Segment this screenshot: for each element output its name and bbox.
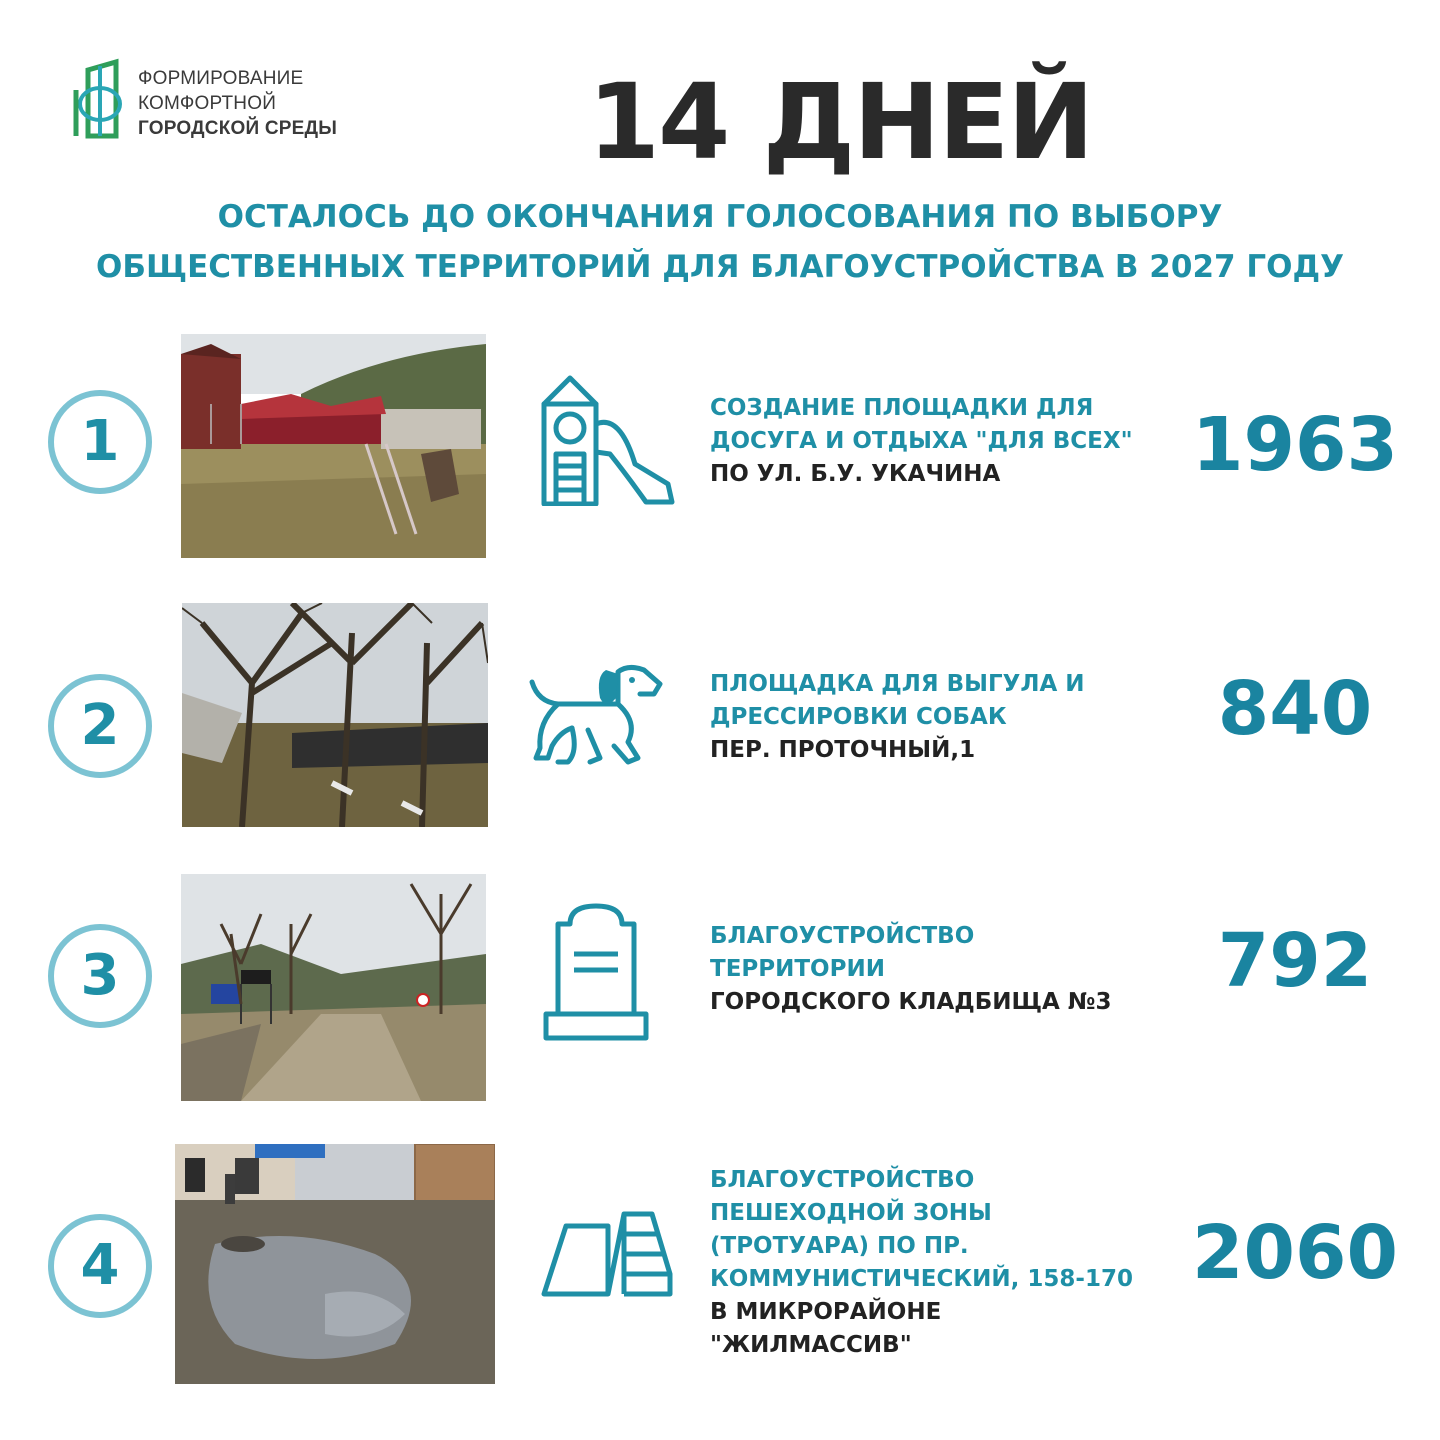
subtitle-line-2: ОБЩЕСТВЕННЫХ ТЕРРИТОРИЙ ДЛЯ БЛАГОУСТРОЙСТВА В 2027 ГОДУ [96,249,1344,285]
vote-count: 792 [1217,918,1373,1004]
logo-line-3: ГОРОДСКОЙ СРЕДЫ [138,118,338,139]
playground-slide-icon [540,374,676,506]
item-photo [181,334,486,558]
item-title-line: СОЗДАНИЕ ПЛОЩАДКИ ДЛЯ [710,395,1094,421]
item-title-line: ПЛОЩАДКА ДЛЯ ВЫГУЛА И [710,671,1085,697]
item-photo [181,874,486,1101]
vote-count: 2060 [1192,1210,1398,1296]
item-title-line: ТЕРРИТОРИИ [710,956,885,982]
vote-count: 1963 [1192,402,1398,488]
item-description [710,668,1170,767]
item-number-badge: 4 [48,1214,152,1318]
item-address-line: ГОРОДСКОГО КЛАДБИЩА №3 [710,989,1112,1015]
vote-count: 840 [1217,666,1373,752]
logo-text [138,66,337,141]
logo-line-1: ФОРМИРОВАНИЕ [138,68,304,89]
subtitle-line-1: ОСТАЛОСЬ ДО ОКОНЧАНИЯ ГОЛОСОВАНИЯ ПО ВЫБОРУ [217,199,1223,235]
item-address-line: В МИКРОРАЙОНЕ [710,1299,942,1325]
item-photo [182,603,488,827]
item-number-badge: 3 [48,924,152,1028]
logo-line-2: КОМФОРТНОЙ [138,93,277,114]
item-photo [175,1144,495,1384]
item-address-line: ПЕР. ПРОТОЧНЫЙ,1 [710,737,976,763]
logo [70,40,370,150]
days-left-heading: 14 ДНЕЙ [587,61,1093,183]
item-description [710,392,1170,491]
item-title-line: ДРЕССИРОВКИ СОБАК [710,704,1007,730]
item-number-badge: 1 [48,390,152,494]
item-title-line: ДОСУГА И ОТДЫХА "ДЛЯ ВСЕХ" [710,428,1133,454]
item-title-line: БЛАГОУСТРОЙСТВО [710,1167,975,1193]
item-title-line: БЛАГОУСТРОЙСТВО [710,923,975,949]
item-title-line: ПЕШЕХОДНОЙ ЗОНЫ [710,1200,992,1226]
item-title-line: (ТРОТУАРА) ПО ПР. [710,1233,969,1259]
dog-icon [528,662,668,772]
logo-mark-icon [70,40,130,140]
gravestone-icon [540,902,652,1042]
item-title-line: КОММУНИСТИЧЕСКИЙ, 158-170 [710,1266,1133,1292]
item-description [710,1164,1170,1362]
item-number-badge: 2 [48,674,152,778]
item-address-line: "ЖИЛМАССИВ" [710,1332,912,1358]
item-description [710,920,1170,1019]
sidewalk-icon [540,1210,674,1298]
item-address-line: ПО УЛ. Б.У. УКАЧИНА [710,461,1001,487]
subtitle [0,192,1440,292]
